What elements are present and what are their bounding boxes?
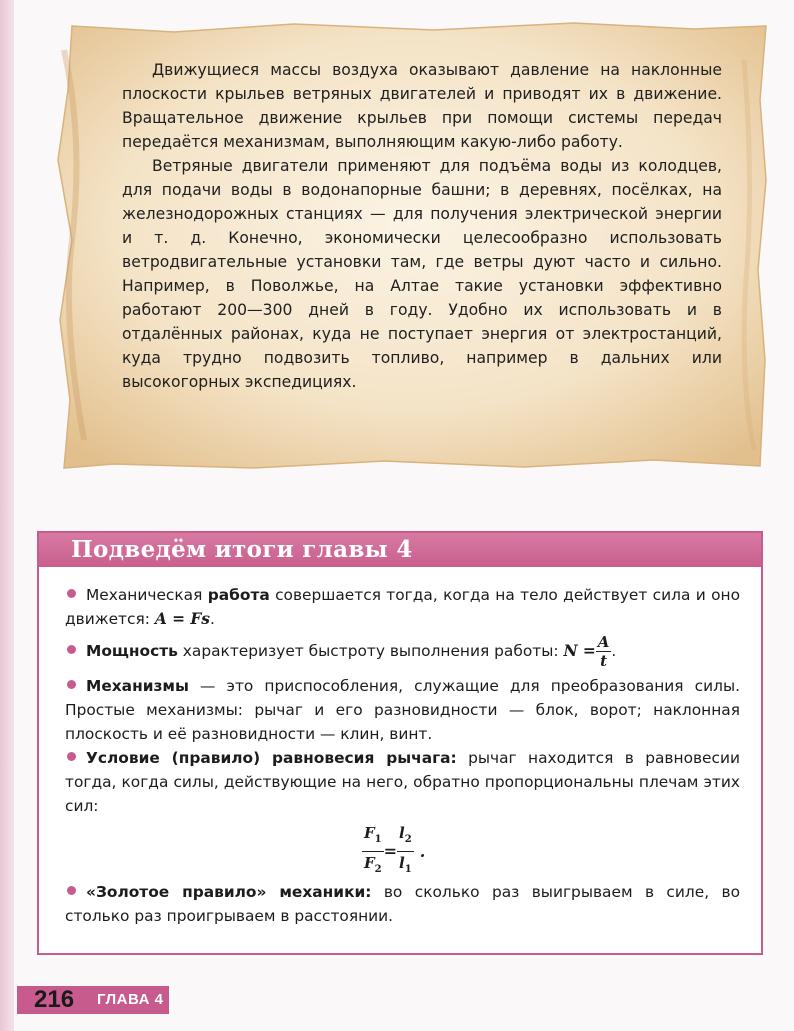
item-text: во сколько раз выигрываем в силе, во столько раз проигрываем в расстоянии. xyxy=(65,883,740,925)
arm-fraction xyxy=(397,822,414,881)
fraction-denominator xyxy=(362,852,384,881)
summary-item-power xyxy=(65,633,740,670)
parchment-paragraph-2: Ветряные двигатели применяют для подъёма воды из колодцев, для подачи воды в водонапорные башни; в деревнях, посёлках, на железнодорожных станциях — для получения электрической энергии и т. д. Конечно, экономически целесообразно использовать ветродвигательные установки там, где ветры дуют часто и сильно. Например, в Поволжье, на Алтае такие установки эффективно работают 200—300 дней в году. Удобно их использовать и в отдалённых районах, куда не поступает энергия от электростанций, куда трудно подвозить топливо, например в дальних или высокогорных экспедициях. xyxy=(122,157,722,391)
force-fraction xyxy=(362,822,384,881)
formula-work: A = Fs xyxy=(154,610,210,628)
bullet-icon xyxy=(67,886,76,895)
summary-item-mechanisms xyxy=(65,674,740,746)
formula-power-fraction xyxy=(596,633,612,670)
subscript: 1 xyxy=(404,864,412,875)
var-f: F xyxy=(364,854,375,872)
page-number-badge xyxy=(17,986,89,1014)
formula-power-lhs: N = xyxy=(563,642,596,660)
fraction-denominator xyxy=(397,852,414,881)
term-lever-rule: Условие (правило) равновесия рычага: xyxy=(86,749,457,767)
fraction-denominator: t xyxy=(600,652,608,670)
var-l: l xyxy=(399,824,405,842)
chapter-summary-box xyxy=(37,531,763,955)
item-text: совершается тогда, когда на тело действует сила и оно движется: xyxy=(65,586,740,628)
subscript: 1 xyxy=(374,834,382,845)
item-text: рычаг находится в равновесии тогда, когда силы, действующие на него, обратно пропорциональны плечам этих сил: xyxy=(65,749,740,815)
fraction-numerator xyxy=(362,822,384,852)
fraction-numerator xyxy=(397,822,414,852)
chapter-badge xyxy=(89,986,169,1014)
summary-header xyxy=(39,533,761,567)
term-work: работа xyxy=(207,586,270,604)
summary-title: Подведём итоги главы 4 xyxy=(71,536,413,563)
lever-formula xyxy=(362,822,425,881)
equals-sign: = xyxy=(383,841,398,861)
lever-formula-row xyxy=(65,822,740,878)
parchment-panel xyxy=(54,20,770,472)
subscript: 2 xyxy=(374,864,382,875)
item-punct: . xyxy=(611,642,617,660)
item-text: Механическая xyxy=(86,586,208,604)
summary-item-golden-rule xyxy=(65,880,740,928)
parchment-paragraph-1: Движущиеся массы воздуха оказывают давление на наклонные плоскости крыльев ветряных двигателей и приводят их в движение. Вращательное движение крыльев при помощи системы передач передаётся механизмам, выполняющим какую-либо работу. xyxy=(122,61,722,151)
bullet-icon xyxy=(67,752,76,761)
term-power: Мощность xyxy=(86,642,178,660)
summary-item-work xyxy=(65,583,740,631)
chapter-label: ГЛАВА 4 xyxy=(97,991,164,1008)
var-l: l xyxy=(399,854,405,872)
var-f: F xyxy=(364,824,375,842)
summary-items xyxy=(65,583,740,928)
item-punct: . xyxy=(419,841,426,861)
fraction-numerator: A xyxy=(597,633,610,651)
bullet-icon xyxy=(67,680,76,689)
summary-item-lever-rule xyxy=(65,746,740,818)
item-punct: . xyxy=(209,610,215,628)
term-mechanisms: Механизмы xyxy=(86,677,189,695)
page-edge-strip xyxy=(0,0,14,1031)
term-golden-rule: «Золотое правило» механики: xyxy=(86,883,372,901)
item-text: характеризует быстроту выполнения работы: xyxy=(177,642,564,660)
bullet-icon xyxy=(67,589,76,598)
page-number: 216 xyxy=(34,986,75,1013)
subscript: 2 xyxy=(404,834,412,845)
item-text: — это приспособления, служащие для преобразования силы. Простые механизмы: рычаг и его разновидности — блок, ворот; наклонная плоскость и её разновидности — клин, винт. xyxy=(65,677,740,743)
bullet-icon xyxy=(67,645,76,654)
